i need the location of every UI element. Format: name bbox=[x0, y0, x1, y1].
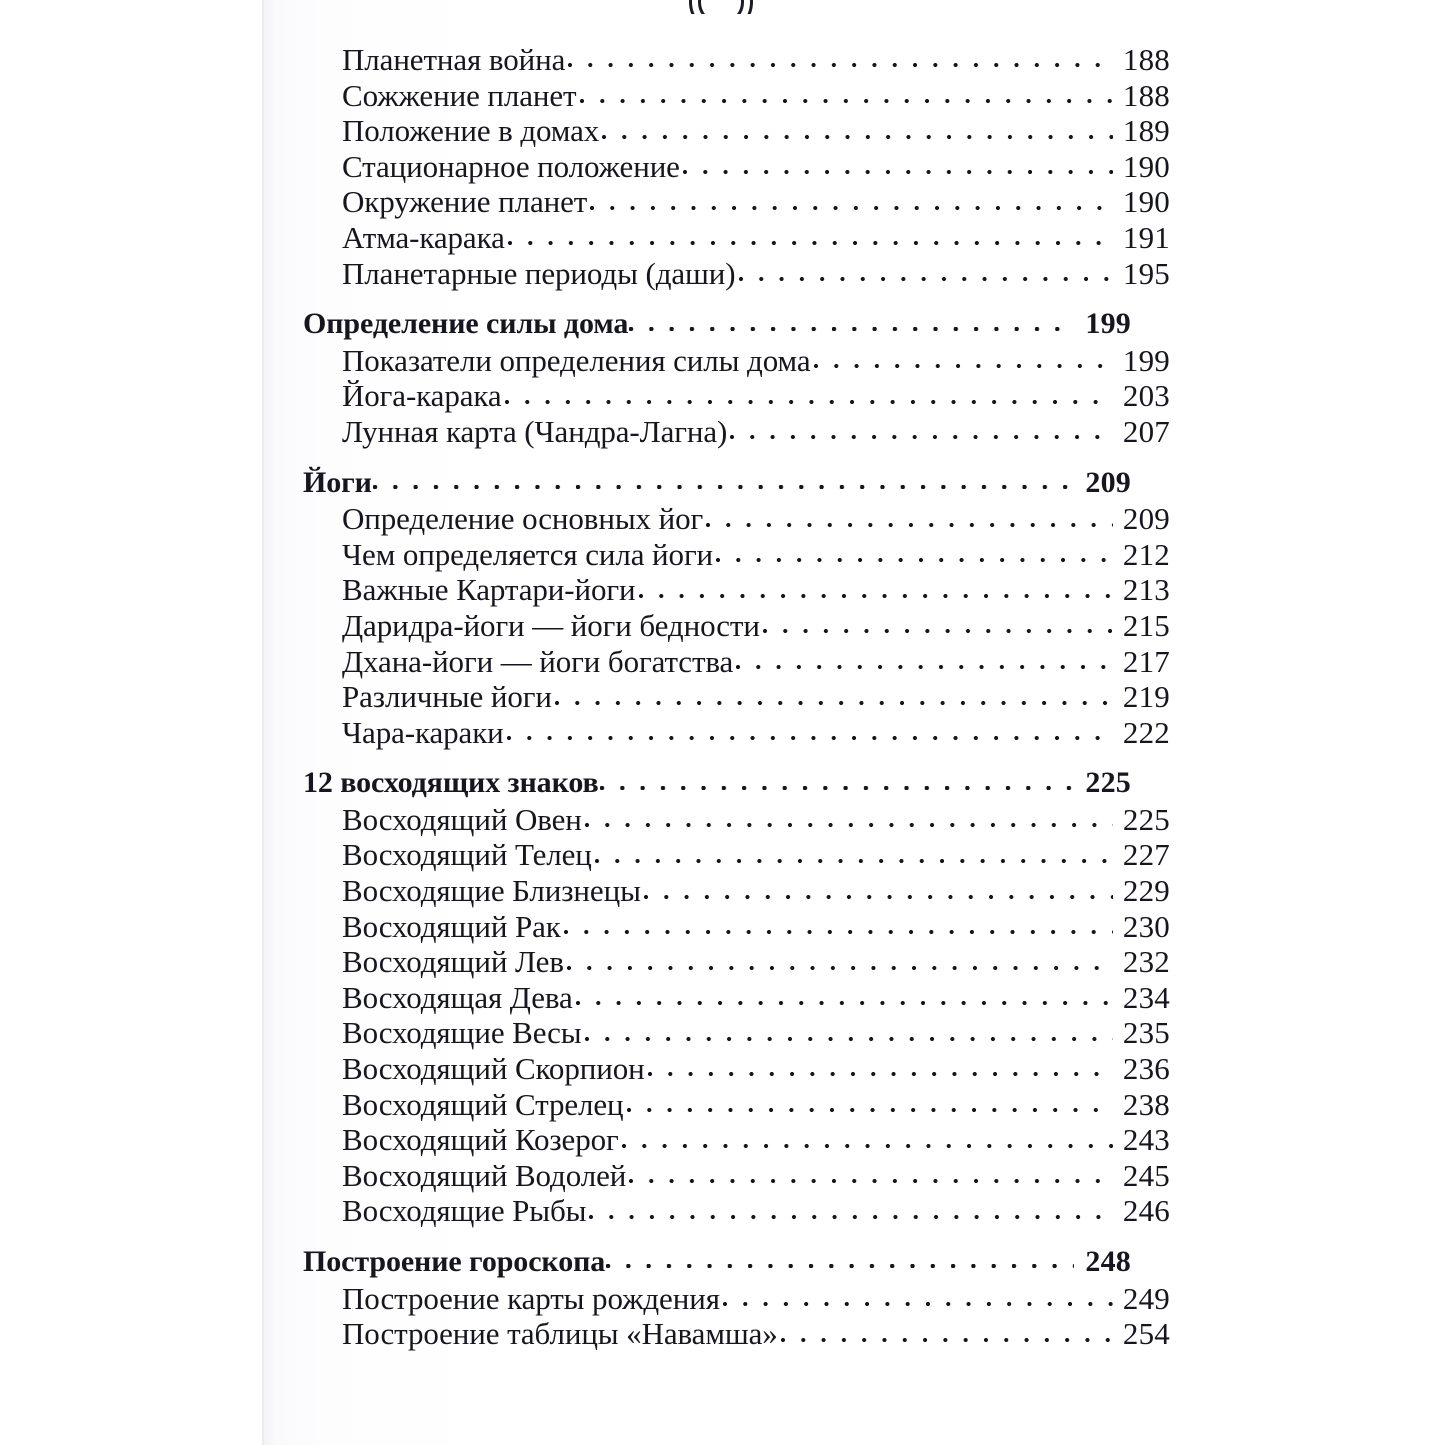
toc-entry-page-number: 209 bbox=[1122, 501, 1170, 537]
toc-dot-leader bbox=[606, 1255, 1074, 1271]
toc-sub-entry[interactable] bbox=[342, 1280, 1170, 1319]
toc-sub-entry[interactable] bbox=[342, 946, 1170, 982]
toc-section-entry[interactable] bbox=[303, 1247, 1131, 1283]
toc-dot-leader bbox=[627, 1099, 1113, 1115]
toc-sub-entry[interactable] bbox=[342, 643, 1170, 682]
toc-sub-entry[interactable] bbox=[342, 714, 1170, 753]
toc-entry-page-number: 227 bbox=[1122, 837, 1170, 873]
toc-entry-page-number: 229 bbox=[1122, 873, 1170, 909]
toc-dot-leader bbox=[555, 691, 1113, 707]
toc-entry-page-number: 217 bbox=[1122, 643, 1170, 679]
toc-entry-page-number: 222 bbox=[1122, 714, 1170, 750]
toc-sub-entry[interactable] bbox=[342, 186, 1170, 222]
toc-entry-title: Стационарное положение bbox=[342, 148, 680, 184]
toc-dot-leader bbox=[763, 620, 1113, 636]
ornament-inner-ring bbox=[698, 0, 744, 14]
toc-entry-title: Построение таблицы «Навамша» bbox=[342, 1316, 778, 1352]
toc-entry-title: Планетная война bbox=[342, 42, 566, 77]
toc-dot-leader bbox=[373, 476, 1074, 492]
toc-entry-title: Чара-караки bbox=[342, 714, 504, 750]
toc-dot-leader bbox=[739, 268, 1113, 284]
toc-sub-entry[interactable] bbox=[342, 77, 1170, 116]
toc-entry-title: Восходящие Близнецы bbox=[342, 873, 641, 909]
toc-entry-page-number: 246 bbox=[1122, 1193, 1170, 1229]
toc-section-entry[interactable] bbox=[303, 309, 1131, 345]
toc-entry-title: Восходящий Водолей bbox=[342, 1157, 627, 1193]
toc-entry-page-number: 225 bbox=[1122, 801, 1170, 837]
toc-entry-page-number: 212 bbox=[1122, 536, 1170, 572]
toc-entry-title: 12 восходящих знаков bbox=[303, 766, 599, 800]
toc-entry-page-number: 243 bbox=[1122, 1122, 1170, 1158]
toc-entry-page-number: 190 bbox=[1122, 148, 1170, 184]
toc-dot-leader bbox=[602, 125, 1113, 141]
toc-sub-entry[interactable] bbox=[342, 1195, 1170, 1231]
toc-sub-entry[interactable] bbox=[342, 574, 1170, 610]
toc-dot-leader bbox=[723, 1293, 1113, 1309]
toc-dot-leader bbox=[567, 956, 1113, 972]
toc-entry-title: Различные йоги bbox=[342, 679, 552, 715]
toc-entry-page-number: 213 bbox=[1122, 572, 1170, 608]
toc-entry-title: Даридра-йоги — йоги бедности bbox=[342, 607, 760, 643]
toc-entry-title: Положение в домах bbox=[342, 113, 600, 149]
toc-entry-title: Определение основных йог bbox=[342, 501, 704, 537]
toc-dot-leader bbox=[585, 1027, 1113, 1043]
toc-dot-leader bbox=[508, 232, 1113, 248]
toc-entry-title: Восходящий Скорпион bbox=[342, 1051, 645, 1087]
toc-entry-page-number: 238 bbox=[1122, 1086, 1170, 1122]
toc-entry-page-number: 215 bbox=[1122, 607, 1170, 643]
toc-entry-title: Дхана-йоги — йоги богатства bbox=[342, 643, 734, 679]
toc-dot-leader bbox=[644, 885, 1113, 901]
toc-entry-title: Построение карты рождения bbox=[342, 1280, 720, 1316]
toc-entry-title: Восходящие Рыбы bbox=[342, 1193, 587, 1229]
toc-sub-entry[interactable] bbox=[342, 380, 1170, 416]
toc-entry-title: Сожжение планет bbox=[342, 77, 577, 113]
toc-entry-title: Лунная карта (Чандра-Лагна) bbox=[342, 413, 728, 449]
toc-entry-page-number: 209 bbox=[1085, 465, 1131, 499]
toc-dot-leader bbox=[595, 849, 1113, 865]
toc-sub-entry[interactable] bbox=[342, 839, 1170, 875]
toc-sub-entry[interactable] bbox=[342, 875, 1170, 911]
toc-entry-page-number: 219 bbox=[1122, 679, 1170, 715]
toc-entry-title: Атма-карака bbox=[342, 219, 505, 255]
toc-entry-title: Восходящий Овен bbox=[342, 801, 582, 837]
toc-entry-page-number: 191 bbox=[1122, 219, 1170, 255]
toc-dot-leader bbox=[683, 161, 1113, 177]
toc-sub-entry[interactable] bbox=[342, 1017, 1170, 1053]
toc-dot-leader bbox=[585, 814, 1113, 830]
page-gutter-edge bbox=[262, 0, 264, 1445]
toc-sub-entry[interactable] bbox=[342, 44, 1170, 80]
toc-sub-entry[interactable] bbox=[342, 1157, 1170, 1196]
toc-sub-entry[interactable] bbox=[342, 1086, 1170, 1125]
toc-dot-leader bbox=[622, 1134, 1113, 1150]
toc-entry-page-number: 199 bbox=[1122, 342, 1170, 378]
toc-entry-title: Определение силы дома bbox=[303, 307, 629, 341]
toc-entry-title: Важные Картари-йоги bbox=[342, 572, 636, 608]
toc-entry-page-number: 188 bbox=[1122, 42, 1170, 77]
toc-sub-entry[interactable] bbox=[342, 219, 1170, 258]
toc-entry-page-number: 249 bbox=[1122, 1280, 1170, 1316]
toc-entry-page-number: 225 bbox=[1085, 766, 1131, 800]
toc-dot-leader bbox=[639, 584, 1114, 600]
toc-entry-page-number: 199 bbox=[1085, 307, 1131, 341]
toc-sub-entry[interactable] bbox=[342, 1318, 1170, 1354]
toc-entry-page-number: 203 bbox=[1122, 378, 1170, 414]
toc-sub-entry[interactable] bbox=[342, 255, 1170, 294]
toc-dot-leader bbox=[730, 426, 1113, 442]
toc-entry-title: Йоги bbox=[303, 465, 372, 499]
table-of-contents bbox=[303, 42, 1170, 1354]
toc-entry-title: Восходящий Козерог bbox=[342, 1122, 619, 1158]
toc-entry-page-number: 189 bbox=[1122, 113, 1170, 149]
toc-sub-entry[interactable] bbox=[342, 607, 1170, 646]
toc-entry-title: Восходящий Рак bbox=[342, 908, 561, 944]
toc-entry-title: Восходящий Лев bbox=[342, 944, 564, 980]
toc-sub-entry[interactable] bbox=[342, 115, 1170, 151]
decorative-ornament-icon bbox=[684, 0, 758, 14]
toc-dot-leader bbox=[564, 921, 1113, 937]
toc-dot-leader bbox=[576, 992, 1113, 1008]
toc-dot-leader bbox=[580, 90, 1114, 106]
toc-sub-entry[interactable] bbox=[342, 503, 1170, 539]
toc-sub-entry[interactable] bbox=[342, 1124, 1170, 1160]
toc-section-entry[interactable] bbox=[303, 465, 1131, 504]
toc-dot-leader bbox=[629, 317, 1074, 333]
toc-sub-entry[interactable] bbox=[342, 148, 1170, 187]
toc-dot-leader bbox=[600, 776, 1074, 792]
toc-entry-page-number: 248 bbox=[1085, 1245, 1131, 1278]
toc-entry-title: Планетарные периоды (даши) bbox=[342, 255, 736, 291]
toc-sub-entry[interactable] bbox=[342, 979, 1170, 1018]
toc-entry-page-number: 230 bbox=[1122, 908, 1170, 944]
toc-dot-leader bbox=[589, 1205, 1113, 1221]
page-left-margin bbox=[0, 0, 262, 1445]
toc-sub-entry[interactable] bbox=[342, 908, 1170, 947]
toc-entry-page-number: 232 bbox=[1122, 944, 1170, 980]
toc-dot-leader bbox=[648, 1063, 1113, 1079]
toc-dot-leader bbox=[736, 656, 1113, 672]
toc-section-entry[interactable] bbox=[303, 768, 1131, 804]
toc-dot-leader bbox=[507, 727, 1113, 743]
toc-entry-title: Йога-карака bbox=[342, 378, 502, 414]
toc-entry-title: Показатели определения силы дома bbox=[342, 342, 811, 378]
toc-entry-title: Восходящая Дева bbox=[342, 979, 573, 1015]
toc-entry-title: Построение гороскопа bbox=[303, 1245, 606, 1278]
toc-entry-page-number: 188 bbox=[1122, 77, 1170, 113]
toc-sub-entry[interactable] bbox=[342, 536, 1170, 575]
toc-entry-page-number: 254 bbox=[1122, 1316, 1170, 1352]
toc-entry-title: Чем определяется сила йоги bbox=[342, 536, 714, 572]
toc-entry-title: Восходящий Стрелец bbox=[342, 1086, 624, 1122]
toc-entry-title: Окружение планет bbox=[342, 184, 588, 220]
toc-sub-entry[interactable] bbox=[342, 1053, 1170, 1089]
toc-dot-leader bbox=[814, 355, 1114, 371]
toc-dot-leader bbox=[716, 549, 1113, 565]
toc-dot-leader bbox=[505, 390, 1113, 406]
toc-entry-title: Восходящие Весы bbox=[342, 1015, 582, 1051]
toc-entry-page-number: 207 bbox=[1122, 413, 1170, 449]
toc-entry-page-number: 234 bbox=[1122, 979, 1170, 1015]
toc-sub-entry[interactable] bbox=[342, 342, 1170, 381]
toc-dot-leader bbox=[706, 513, 1113, 529]
toc-entry-page-number: 236 bbox=[1122, 1051, 1170, 1087]
toc-entry-page-number: 235 bbox=[1122, 1015, 1170, 1051]
toc-dot-leader bbox=[568, 54, 1113, 70]
toc-dot-leader bbox=[590, 196, 1113, 212]
toc-entry-page-number: 195 bbox=[1122, 255, 1170, 291]
toc-dot-leader bbox=[781, 1328, 1113, 1344]
toc-dot-leader bbox=[629, 1170, 1113, 1186]
toc-entry-page-number: 190 bbox=[1122, 184, 1170, 220]
toc-entry-page-number: 245 bbox=[1122, 1157, 1170, 1193]
toc-sub-entry[interactable] bbox=[342, 413, 1170, 452]
toc-entry-title: Восходящий Телец bbox=[342, 837, 592, 873]
toc-sub-entry[interactable] bbox=[342, 681, 1170, 717]
toc-sub-entry[interactable] bbox=[342, 801, 1170, 840]
